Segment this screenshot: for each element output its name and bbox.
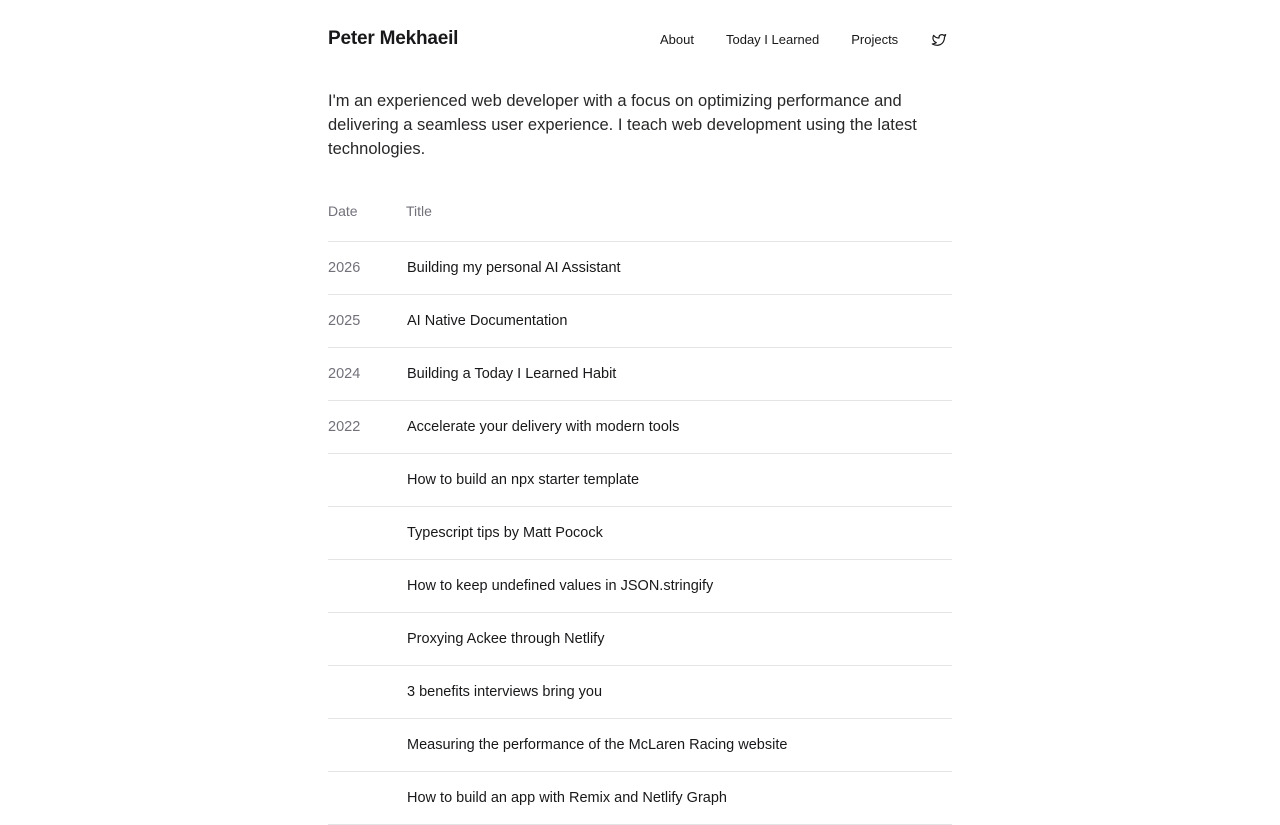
row-date <box>328 454 406 507</box>
table-header-row <box>328 201 952 242</box>
twitter-link[interactable] <box>930 31 948 49</box>
post-link[interactable]: Accelerate your delivery with modern tools <box>407 419 680 435</box>
site-title-link[interactable]: Peter Mekhaeil <box>328 28 459 49</box>
site-header <box>328 0 952 80</box>
table-row <box>328 401 952 454</box>
table-row <box>328 560 952 613</box>
post-link[interactable]: How to build an app with Remix and Netlify Graph <box>407 790 727 806</box>
table-row <box>328 454 952 507</box>
intro-paragraph: I'm an experienced web developer with a focus on optimizing performance and delivering a seamless user experience. I teach web development using the latest technologies. <box>328 92 917 158</box>
table-row <box>328 242 952 295</box>
row-date <box>328 772 406 825</box>
table-row <box>328 295 952 348</box>
main-nav <box>660 31 948 49</box>
row-date: 2022 <box>328 401 406 454</box>
table-row <box>328 719 952 772</box>
table-row <box>328 507 952 560</box>
post-link[interactable]: How to build an npx starter template <box>407 472 640 488</box>
nav-link-projects[interactable]: Projects <box>851 32 899 47</box>
table-row <box>328 666 952 719</box>
post-link[interactable]: How to keep undefined values in JSON.stringify <box>407 578 714 594</box>
page-container <box>328 0 952 825</box>
post-link[interactable]: Typescript tips by Matt Pocock <box>407 525 603 541</box>
table-row <box>328 772 952 825</box>
row-date <box>328 507 406 560</box>
posts-table <box>328 201 952 825</box>
post-link[interactable]: AI Native Documentation <box>407 313 568 329</box>
column-header-title: Title <box>406 201 952 242</box>
row-date <box>328 560 406 613</box>
nav-link-today-i-learned[interactable]: Today I Learned <box>725 32 820 47</box>
row-date <box>328 719 406 772</box>
row-date: 2026 <box>328 242 406 295</box>
post-link[interactable]: Proxying Ackee through Netlify <box>407 631 605 647</box>
post-link[interactable]: Building a Today I Learned Habit <box>407 366 617 382</box>
twitter-icon <box>931 32 947 48</box>
table-row <box>328 613 952 666</box>
row-date <box>328 666 406 719</box>
row-date: 2025 <box>328 295 406 348</box>
post-link[interactable]: 3 benefits interviews bring you <box>407 684 603 700</box>
post-link[interactable]: Measuring the performance of the McLaren Racing website <box>407 737 788 753</box>
row-date: 2024 <box>328 348 406 401</box>
post-link[interactable]: Building my personal AI Assistant <box>407 260 621 276</box>
row-date <box>328 613 406 666</box>
column-header-date: Date <box>328 201 406 242</box>
table-row <box>328 348 952 401</box>
nav-link-about[interactable]: About <box>660 32 694 47</box>
